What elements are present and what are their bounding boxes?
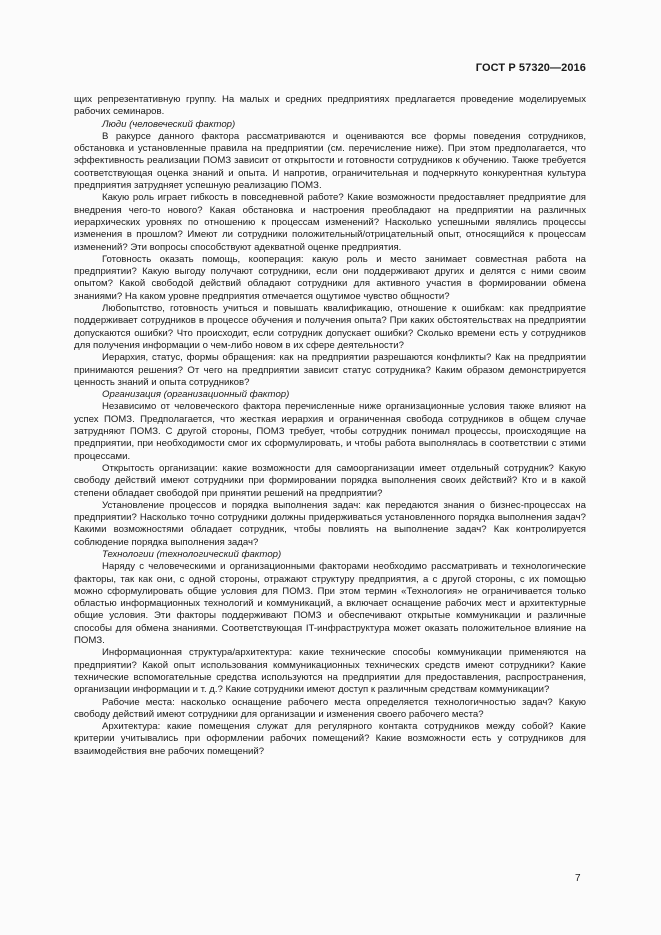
standard-header: ГОСТ Р 57320—2016 [475, 62, 586, 74]
paragraph: Информационная структура/архитектура: какие технические способы коммуникации применяются на предприятии? Какой опыт использования коммуникационных технических средств имеют сотрудники? Какие технические вспомогательные средства используются на предприятии для предоставления, распространения, организации информации и т. д.? Какие сотрудники имеют доступ к различным средствам коммуникации? [74, 647, 586, 696]
subheading-technology: Технологии (технологический фактор) [102, 548, 282, 560]
paragraph: Любопытство, готовность учиться и повышать квалификацию, отношение к ошибкам: как предприятие поддерживает сотрудников в процессе обучения и получения опыта? При каких обстоятельствах на предприятии допускаются ошибки? Что происходит, если сотрудник допускает ошибки? Сколько времени есть у сотрудников для получения информации о чем-либо новом в их сфере деятельности? [74, 303, 586, 351]
paragraph: Иерархия, статус, формы обращения: как на предприятии разрешаются конфликты? Как на предприятии принимаются решения? От чего на предприятии зависит статус сотрудника? Каким образом демонстрируется ценность знаний и опыта сотрудников? [74, 352, 586, 388]
paragraph: В ракурсе данного фактора рассматриваются и оцениваются все формы поведения сотрудников, обстановка и установленные правила на предприятии (см. перечисление ниже). При этом предполагается, что эффективность реализации ПОМЗ зависит от открытости и готовности сотрудников к обучению. Также требуется соответствующая оценка знаний и опыта. И напротив, ограничительная и подчеркнуто конкурентная культура предприятия затрудняет успешную реализацию ПОМЗ. [74, 130, 586, 192]
paragraph: Независимо от человеческого фактора перечисленные ниже организационные условия также влияют на успех ПОМЗ. Предполагается, что жесткая иерархия и ограниченная свобода сотрудников в общем случае затрудняют ПОМЗ. С другой стороны, ПОМЗ требует, чтобы сотрудник понимал процессы, происходящие на предприятии, при необходимости смог их сформулировать, и чтобы работа выполнялась в соответствии с этими процессами. [74, 401, 586, 462]
paragraph: Какую роль играет гибкость в повседневной работе? Какие возможности предоставляет предприятие для внедрения чего-то нового? Какая обстановка и настроения преобладают на предприятии на различных иерархических уровнях по отношению к процессам изменений? Насколько успешными являлись процессы изменения в прошлом? Имеют ли сотрудники положительный/отрицательный опыт, относящийся к процессам изменений? Эти вопросы способствуют адекватной оценке предприятия. [74, 192, 586, 253]
paragraph: Готовность оказать помощь, кооперация: какую роль и место занимает совместная работа на предприятии? Какую выгоду получают сотрудники, если они поддерживают других и делятся с ними своим опытом? Какой свободой действий обладают сотрудники для активного участия в формировании обмена знаниями? На каком уровне предприятия отмечается ощутимое чувство общности? [74, 253, 586, 302]
paragraph: Архитектура: какие помещения служат для регулярного контакта сотрудников между собой? Какие критерии учитывались при оформлении рабочих помещений? Какие возможности есть у сотрудников для взаимодействия вне рабочих помещений? [74, 721, 586, 757]
paragraph: Установление процессов и порядка выполнения задач: как передаются знания о бизнес-процессах на предприятии? Насколько точно сотрудники должны придерживаться установленного порядка выполнения задач? Какими возможностями обладает сотрудник, чтобы повлиять на выполнение задач? Как контролируется соблюдение порядка выполнения задач? [74, 499, 586, 548]
subheading-organization: Организация (организационный фактор) [102, 389, 290, 401]
paragraph: Открытость организации: какие возможности для самоорганизации имеет отдельный сотрудник? Какую свободу действий имеют сотрудники при формировании порядка выполнения своих действий? Кто и в какой степени обладает свободой при принятии решений на предприятии? [74, 462, 586, 499]
page-number: 7 [575, 873, 581, 884]
paragraph-continuation: щих репрезентативную группу. На малых и средних предприятиях предлагается проведение моделируемых рабочих семинаров. [74, 94, 586, 118]
body-text [74, 94, 586, 758]
subheading-people: Люди (человеческий фактор) [102, 118, 236, 130]
paragraph: Рабочие места: насколько оснащение рабочего места определяется технологичностью задач? Какую свободу действий имеют сотрудники для организации и изменения своего рабочего места? [74, 696, 586, 720]
paragraph: Наряду с человеческими и организационными факторами необходимо рассматривать и технологические факторы, так как они, с одной стороны, отражают структуру предприятия, а с другой стороны, с их помощью можно сформулировать общие условия для ПОМЗ. При этом термин «Технология» не ограничивается только областью информационных технологий и коммуникаций, а включает оснащение рабочих мест и архитектурные общие условия. Эти факторы поддерживают ПОМЗ и обеспечивают открытые коммуникации и различные способы для обмена знаниями. Соответствующая IT-инфраструктура может оказать положительное влияние на ПОМЗ. [74, 561, 586, 647]
